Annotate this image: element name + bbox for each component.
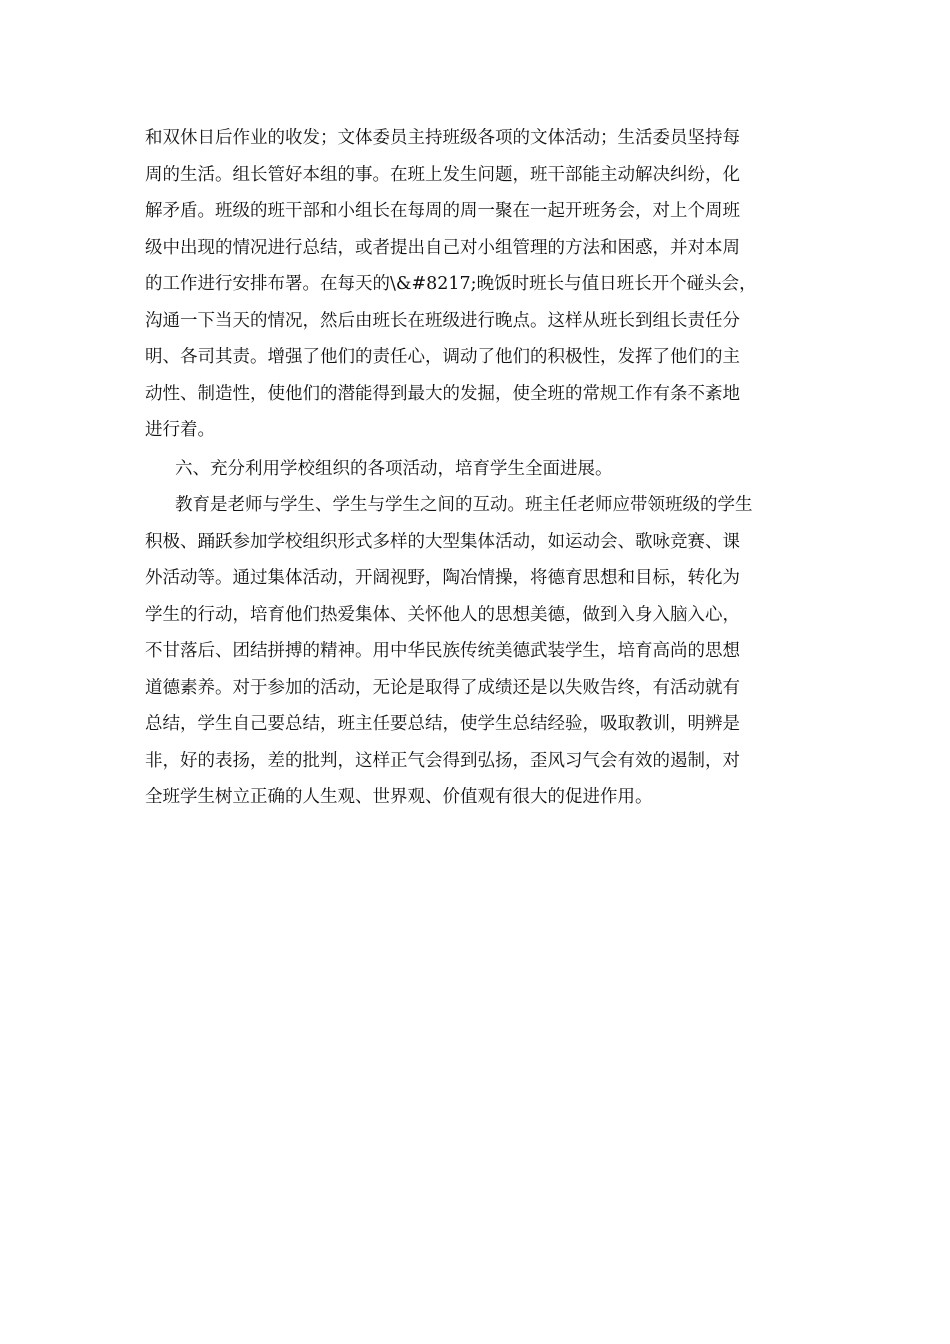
- text-line: 积极、踊跃参加学校组织形式多样的大型集体活动，如运动会、歌咏竞赛、课: [145, 531, 740, 552]
- text-line: 和双休日后作业的收发；文体委员主持班级各项的文体活动；生活委员坚持每: [145, 128, 740, 148]
- text-line: 解矛盾。班级的班干部和小组长在每周的周一聚在一起开班务会，对上个周班: [145, 201, 740, 221]
- text-line: 道德素养。对于参加的活动，无论是取得了成绩还是以失败告终，有活动就有: [145, 677, 740, 698]
- paragraph-class-management: [145, 120, 815, 449]
- text-line: 学生的行动，培育他们热爱集体、关怀他人的思想美德，做到入身入脑入心，: [145, 604, 740, 625]
- text-line: 进行着。: [145, 420, 215, 440]
- text-line: 教育是老师与学生、学生与学生之间的互动。班主任老师应带领班级的学生: [175, 495, 753, 515]
- section-heading: 六、充分利用学校组织的各项活动，培育学生全面进展。: [175, 459, 613, 479]
- paragraph-activities: [145, 487, 815, 816]
- text-line: 全班学生树立正确的人生观、世界观、价值观有很大的促进作用。: [145, 787, 653, 807]
- text-line: 明、各司其责。增强了他们的责任心，调动了他们的积极性，发挥了他们的主: [145, 347, 740, 367]
- text-line: 不甘落后、团结拼搏的精神。用中华民族传统美德武装学生，培育高尚的思想: [145, 641, 740, 661]
- text-line: 沟通一下当天的情况，然后由班长在班级进行晚点。这样从班长到组长责任分: [145, 310, 740, 331]
- text-line: 动性、制造性，使他们的潜能得到最大的发掘，使全班的常规工作有条不紊地: [145, 383, 740, 404]
- text-line: 周的生活。组长管好本组的事。在班上发生问题，班干部能主动解决纠纷，化: [145, 164, 740, 185]
- text-line: 总结，学生自己要总结，班主任要总结，使学生总结经验，吸取教训，明辨是: [145, 714, 740, 734]
- text-line: 的工作进行安排布署。在每天的\&#8217;晚饭时班长与值日班长开个碰头会，: [145, 274, 757, 294]
- text-line: 级中出现的情况进行总结，或者提出自己对小组管理的方法和困惑，并对本周: [145, 237, 740, 258]
- text-line: 外活动等。通过集体活动，开阔视野，陶冶情操，将德育思想和目标，转化为: [145, 568, 740, 588]
- section-heading-6: [145, 451, 815, 488]
- text-line: 非，好的表扬，差的批判，这样正气会得到弘扬，歪风习气会有效的遏制，对: [145, 750, 740, 771]
